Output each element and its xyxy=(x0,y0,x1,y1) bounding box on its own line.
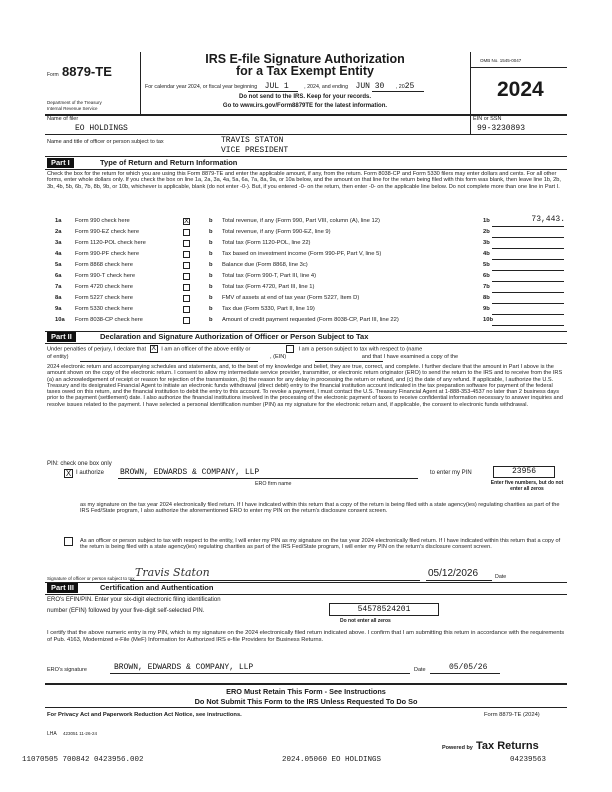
ero-date: 05/05/26 xyxy=(449,663,488,672)
ero-date-label: Date xyxy=(414,667,426,673)
goto-instructions[interactable]: Go to www.irs.gov/Form8879TE for the latest information. xyxy=(222,103,388,109)
line-b-ref: 8b xyxy=(483,295,490,301)
retain-line2: Do Not Submit This Form to the IRS Unless Requested To Do So xyxy=(194,697,418,706)
ero-efin-pin: 54578524201 xyxy=(329,603,439,616)
person-checkbox[interactable] xyxy=(286,345,294,353)
line-b-letter: b xyxy=(209,306,213,312)
form-check-label: Form 8038-CP check here xyxy=(75,317,143,323)
line-b-description: Total tax (Form 4720, Part III, line 1) xyxy=(222,284,315,290)
line-b-description: Total revenue, if any (Form 990, Part VIII, column (A), line 12) xyxy=(222,218,380,224)
decl-f: and that I have examined a copy of the xyxy=(361,354,459,360)
taxpayer-pin: 23956 xyxy=(493,466,555,478)
do-not-send: Do not send to the IRS. Keep for your records. xyxy=(238,94,371,100)
ero-firm-label: ERO firm name xyxy=(255,481,292,487)
line-b-description: Tax due (Form 5330, Part II, line 19) xyxy=(222,306,315,312)
amount-underline xyxy=(492,281,564,282)
line-b-description: Amount of credit payment requested (Form 8038-CP, Part III, line 22) xyxy=(222,317,399,323)
authorize-text: I authorize xyxy=(76,470,105,476)
certification-text: I certify that the above numeric entry is my PIN, which is my signature on the 2024 electronically filed return indicated above. I confirm that I am submitting this return in accordance with the requirements of Pub. 4163, Modernized e-File (MeF) Information for Authorized IRS e-file Providers for Business Returns. xyxy=(47,630,565,643)
bottom-right-code: 04239563 xyxy=(510,756,547,764)
line-number: 8a xyxy=(55,295,62,301)
pin-paragraph-1: as my signature on the tax year 2024 electronically filed return. If I have indicated within this return that a copy of the return is being filed with a state agency(ies) regulating charities as part of the IRS Fed/State program, I also authorize the aforementioned ERO to enter my PIN on the return's disclosure consent screen. xyxy=(80,502,560,515)
decl-e: , (EIN) xyxy=(270,354,287,360)
form-checkbox[interactable] xyxy=(183,229,190,236)
part1-title: Type of Return and Return Information xyxy=(100,158,238,167)
part1-row xyxy=(47,250,567,259)
ero-pin-checkbox[interactable]: X xyxy=(65,469,72,478)
line-number: 5a xyxy=(55,262,62,268)
part1-row xyxy=(47,217,567,226)
line-b-ref: 4b xyxy=(483,251,490,257)
line-number: 9a xyxy=(55,306,62,312)
form-check-label: Form 5330 check here xyxy=(75,306,133,312)
line-b-letter: b xyxy=(209,218,213,224)
declaration-line1 xyxy=(47,345,422,353)
form-check-label: Form 1120-POL check here xyxy=(75,240,146,246)
end-year: 25 xyxy=(404,82,415,91)
part1-row xyxy=(47,272,567,281)
line-b-letter: b xyxy=(209,317,213,323)
form-check-label: Form 8868 check here xyxy=(75,262,133,268)
form-checkbox[interactable] xyxy=(183,251,190,258)
line-number: 4a xyxy=(55,251,62,257)
amount-underline xyxy=(492,226,564,227)
ero-signature-label: ERO's signature xyxy=(47,667,87,673)
amount-underline xyxy=(492,303,564,304)
brand-logo: Tax Returns xyxy=(476,740,539,752)
line-b-letter: b xyxy=(209,295,213,301)
filer-name-value: EO HOLDINGS xyxy=(75,124,128,133)
line-b-ref: 9b xyxy=(483,306,490,312)
part1-row xyxy=(47,228,567,237)
officer-name: TRAVIS STATON xyxy=(221,136,284,145)
form-number: 8879-TE xyxy=(62,64,112,79)
ero-signature: BROWN, EDWARDS & COMPANY, LLP xyxy=(114,663,254,672)
form-checkbox[interactable] xyxy=(183,295,190,302)
declaration-line2 xyxy=(47,354,458,360)
line-b-description: Tax based on investment income (Form 990-PF, Part V, line 5) xyxy=(222,251,382,257)
form-check-label: Form 990-T check here xyxy=(75,273,136,279)
no-zeros-note: Do not enter all zeros xyxy=(340,618,391,624)
ein-label: EIN or SSN xyxy=(473,116,502,122)
officer-title: VICE PRESIDENT xyxy=(221,146,289,155)
line-b-description: Balance due (Form 8868, line 3c) xyxy=(222,262,308,268)
line-b-description: Total tax (Form 990-T, Part III, line 4) xyxy=(222,273,317,279)
begin-date: JUL 1 xyxy=(264,82,289,91)
line-b-letter: b xyxy=(209,251,213,257)
ero-firm-name: BROWN, EDWARDS & COMPANY, LLP xyxy=(120,468,260,477)
form-checkbox[interactable] xyxy=(183,284,190,291)
decl-c: I am a person subject to tax with respect to (name xyxy=(298,346,423,353)
officer-checkbox[interactable]: X xyxy=(151,345,156,352)
form-code: 423051 11-26-24 xyxy=(63,731,97,736)
line-number: 7a xyxy=(55,284,62,290)
end-date: JUN 30 xyxy=(355,82,385,91)
part1-row xyxy=(47,261,567,270)
declaration-body: 2024 electronic return and accompanying schedules and statements, and, to the best of my knowledge and belief, they are true, correct, and complete. I further declare that the amount in Part I above is the amount shown on the copy of the electronic return. I consent to allow my intermediate service provider, transmitter, or electronic return originator (ERO) to send the return to the IRS and to receive from the IRS (a) an acknowledgement of receipt or reason for rejection of the transmission, (b) the reason for any delay in processing the return or refund, and (c) the date of any refund. If applicable, I authorize the U.S. Treasury and its designated Financial Agent to initiate an electronic funds withdrawal (direct debit) entry to the financial institution account indicated in the tax preparation software for payment of the federal taxes owed on this return, and the financial institution to debit the entry to this account. To revoke a payment, I must contact the U.S. Treasury Financial Agent at 1-888-353-4537 no later than 2 business days prior to the payment (settlement) date. I also authorize the financial institutions involved in the processing of the electronic payment of taxes to receive confidential information necessary to answer inquiries and resolve issues related to the payment. I have selected a personal identification number (PIN) as my signature for the electronic return and, if applicable, the consent to electronic funds withdrawal. xyxy=(47,364,563,408)
amount-underline xyxy=(492,248,564,249)
efin-text-2: number (EFIN) followed by your five-digit self-selected PIN. xyxy=(47,608,205,614)
to-enter-pin: to enter my PIN xyxy=(430,470,472,476)
line-b-description: Total revenue, if any (Form 990-EZ, line 9) xyxy=(222,229,331,235)
amount-underline xyxy=(492,325,564,326)
form-check-label: Form 990-PF check here xyxy=(75,251,140,257)
dept-line2: Internal Revenue Service xyxy=(47,106,98,111)
signature-date-label: Date xyxy=(495,574,507,580)
omb-number: OMB No. 1545-0047 xyxy=(480,58,522,63)
signature-label: Signature of officer or person subject to tax xyxy=(47,576,135,581)
line-b-amount: 73,443. xyxy=(531,215,565,224)
self-pin-checkbox[interactable] xyxy=(64,537,73,546)
privacy-notice: For Privacy Act and Paperwork Reduction Act Notice, see instructions. xyxy=(47,712,242,718)
part3-title: Certification and Authentication xyxy=(100,583,214,592)
line-b-ref: 2b xyxy=(483,229,490,235)
form-ref-footer: Form 8879-TE (2024) xyxy=(484,712,540,718)
form-checkbox[interactable] xyxy=(183,317,190,324)
decl-b: I am an officer of the above entity or xyxy=(161,346,251,353)
line-b-letter: b xyxy=(209,284,213,290)
line-b-ref: 3b xyxy=(483,240,490,246)
part1-instructions: Check the box for the return for which you are using this Form 8879-TE and enter the applicable amount, if any, from the return. Form 8038-CP and Form 5330 filers may enter dollars and cents. For all other forms, enter whole dollars only. If you check the box on line 1a, 2a, 3a, 4a, 5a, 6a, 7a, 8a, 9a, or 10a below, and the amount on that line for the return being filed with this form was blank, then leave line 1b, 2b, 3b, 4b, 5b, 6b, 7b, 8b, 9b, or 10b, whichever is applicable, blank (do not enter -0-). But, if you entered -0- on the return, then enter -0- on the applicable line below. Do not complete more than one line in Part I. xyxy=(47,171,561,190)
line-b-ref: 6b xyxy=(483,273,490,279)
part1-row xyxy=(47,283,567,292)
line-b-letter: b xyxy=(209,240,213,246)
line-number: 2a xyxy=(55,229,62,235)
amount-underline xyxy=(492,314,564,315)
form-checkbox[interactable] xyxy=(183,240,190,247)
part3-label: Part III xyxy=(47,583,78,593)
decl-a: Under penalties of perjury, I declare that xyxy=(47,346,147,353)
tax-year-big: 2024 xyxy=(497,78,544,101)
form-checkbox[interactable]: X xyxy=(184,218,189,225)
amount-underline xyxy=(492,237,564,238)
line-number: 6a xyxy=(55,273,62,279)
line-b-letter: b xyxy=(209,262,213,268)
line-b-ref: 10b xyxy=(483,317,493,323)
line-number: 3a xyxy=(55,240,62,246)
amount-underline xyxy=(492,270,564,271)
form-checkbox[interactable] xyxy=(183,262,190,269)
part2-title: Declaration and Signature Authorization of Officer or Person Subject to Tax xyxy=(100,332,369,341)
tax-year-line xyxy=(145,82,414,91)
part1-row xyxy=(47,316,567,325)
line-number: 1a xyxy=(55,218,62,224)
form-checkbox[interactable] xyxy=(183,273,190,280)
line-b-ref: 1b xyxy=(483,218,490,224)
filer-name-label: Name of filer xyxy=(47,116,79,122)
part2-label: Part II xyxy=(47,332,76,342)
form-check-label: Form 5227 check here xyxy=(75,295,133,301)
part1-label: Part I xyxy=(47,158,74,168)
efin-text-1: ERO's EFIN/PIN. Enter your six-digit electronic filing identification xyxy=(47,597,221,603)
form-check-label: Form 4720 check here xyxy=(75,284,133,290)
part1-row xyxy=(47,305,567,314)
form-title-line2: for a Tax Exempt Entity xyxy=(236,64,374,78)
decl-d: of entity) xyxy=(47,354,69,360)
part1-row xyxy=(47,239,567,248)
tax-year-prefix: For calendar year 2024, or fiscal year beginning xyxy=(145,84,258,90)
line-b-description: FMV of assets at end of tax year (Form 5227, Item D) xyxy=(222,295,360,301)
bottom-mid-code: 2024.05060 EO HOLDINGS xyxy=(282,756,382,764)
pin-heading: PIN: check one box only xyxy=(47,461,112,467)
part1-row xyxy=(47,294,567,303)
powered-by: Powered by xyxy=(442,745,473,751)
line-b-ref: 5b xyxy=(483,262,490,268)
tax-year-mid: , 2024, and ending xyxy=(304,84,349,90)
line-number: 10a xyxy=(55,317,65,323)
officer-label: Name and title of officer or person subject to tax xyxy=(47,139,164,145)
lha-label: LHA xyxy=(47,731,57,737)
bottom-left-code: 11070505 700842 0423956.002 xyxy=(22,756,144,764)
five-numbers-note: Enter five numbers, but do not enter all zeros xyxy=(490,480,564,492)
form-title-line1: IRS E-file Signature Authorization xyxy=(205,52,405,66)
form-label: Form xyxy=(47,72,59,78)
form-check-label: Form 990-EZ check here xyxy=(75,229,140,235)
officer-signature: Travis Staton xyxy=(135,566,210,579)
retain-line1: ERO Must Retain This Form - See Instructions xyxy=(226,687,386,696)
form-checkbox[interactable] xyxy=(183,306,190,313)
line-b-ref: 7b xyxy=(483,284,490,290)
signature-date: 05/12/2026 xyxy=(428,568,479,579)
form-check-label: Form 990 check here xyxy=(75,218,130,224)
end-year-prefix: , 20 xyxy=(395,84,405,90)
ein-value: 99-3230893 xyxy=(477,124,526,133)
amount-underline xyxy=(492,259,564,260)
line-b-letter: b xyxy=(209,229,213,235)
pin-paragraph-2: As an officer or person subject to tax with respect to the entity, I will enter my PIN as my signature on the tax year 2024 electronically filed return. If I have indicated within this return that a copy of the return is being filed with a state agency(ies) regulating charities as part of the IRS Fed/State program, I will enter my PIN on the return's disclosure consent screen. xyxy=(80,538,561,551)
amount-underline xyxy=(492,292,564,293)
dept-line1: Department of the Treasury xyxy=(47,100,102,105)
line-b-letter: b xyxy=(209,273,213,279)
line-b-description: Total tax (Form 1120-POL, line 22) xyxy=(222,240,311,246)
